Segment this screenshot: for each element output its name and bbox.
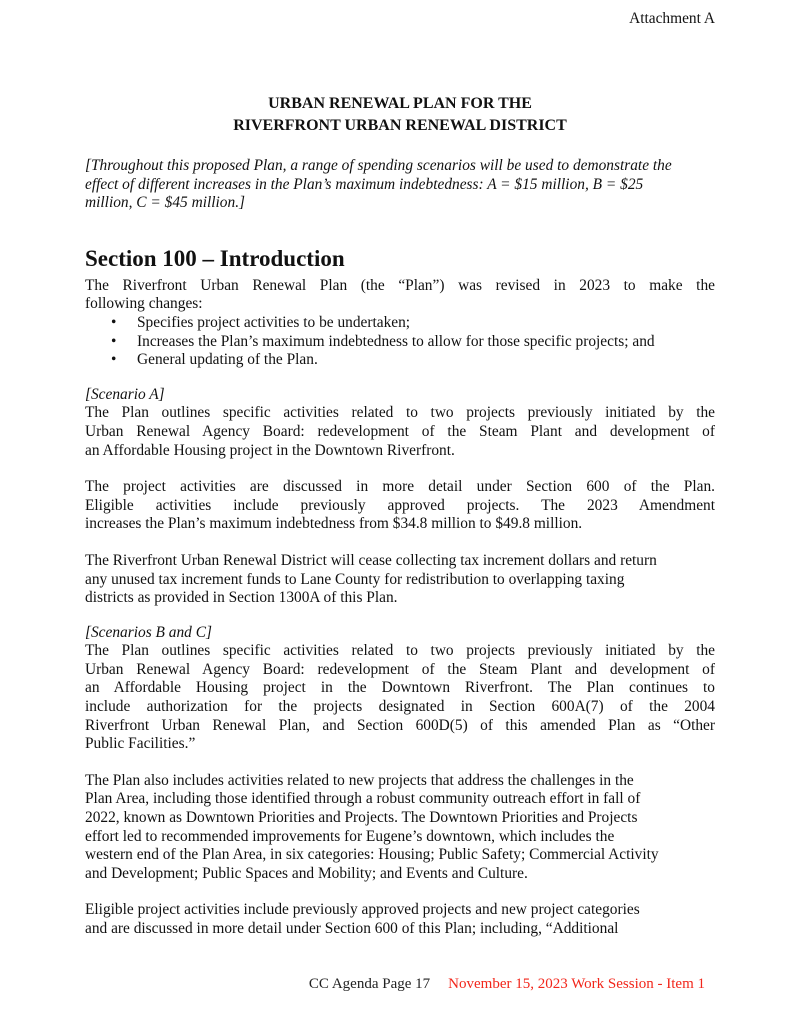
paragraph-line: Plan Area, including those identified through a robust community outreach effort in fall of (85, 790, 641, 808)
paragraph (85, 772, 715, 884)
paragraph (85, 478, 715, 534)
paragraph-line: The Riverfront Urban Renewal Plan (the “Plan”) was revised in 2023 to make the (85, 276, 715, 294)
scenario-note-line: [Throughout this proposed Plan, a range of spending scenarios will be used to demonstrate the (85, 157, 672, 174)
paragraph-line: districts as provided in Section 1300A of this Plan. (85, 589, 398, 607)
paragraph-line: The Plan outlines specific activities related to two projects previously initiated by the (85, 404, 715, 422)
paragraph-line: The Riverfront Urban Renewal District will cease collecting tax increment dollars and return (85, 551, 657, 569)
paragraph-line: an Affordable Housing project in the Downtown Riverfront. (85, 441, 455, 459)
scenario-label: [Scenarios B and C] (85, 623, 212, 641)
paragraph-line: and Development; Public Spaces and Mobility; and Events and Culture. (85, 864, 528, 882)
paragraph-line: Urban Renewal Agency Board: redevelopment of the Steam Plant and development of (85, 660, 715, 678)
paragraph-line: The Plan outlines specific activities related to two projects previously initiated by the (85, 642, 715, 660)
paragraph (85, 404, 715, 460)
paragraph-line: The project activities are discussed in more detail under Section 600 of the Plan. (85, 478, 715, 496)
paragraph (85, 642, 715, 754)
bullet-icon: • (111, 332, 117, 350)
paragraph (85, 901, 715, 938)
scenario-note-line: million, C = $45 million.] (85, 194, 246, 212)
paragraph-line: Riverfront Urban Renewal Plan, and Section 600D(5) of this amended Plan as “Other (85, 716, 715, 734)
paragraph-line: western end of the Plan Area, in six categories: Housing; Public Safety; Commercial Activity (85, 846, 659, 864)
paragraph-line: increases the Plan’s maximum indebtedness from $34.8 million to $49.8 million. (85, 515, 583, 533)
scenario-note (85, 157, 715, 213)
paragraph-line: The Plan also includes activities related to new projects that address the challenges in the (85, 771, 634, 789)
paragraph-line: an Affordable Housing project in the Downtown Riverfront. The Plan continues to (85, 679, 715, 697)
bullet-list (85, 314, 715, 370)
bullet-icon: • (111, 313, 117, 331)
bullet-item-text: Specifies project activities to be undertaken; (137, 313, 411, 331)
scenario-label: [Scenario A] (85, 385, 165, 403)
paragraph-line: any unused tax increment funds to Lane County for redistribution to overlapping taxing (85, 570, 625, 588)
bullet-item-text: Increases the Plan’s maximum indebtedness to allow for those specific projects; and (137, 332, 655, 350)
paragraph-line: include authorization for the projects designated in Section 600A(7) of the 2004 (85, 698, 715, 716)
title-line: RIVERFRONT URBAN RENEWAL DISTRICT (233, 117, 567, 134)
title-line: URBAN RENEWAL PLAN FOR THE (268, 95, 532, 112)
attachment-label: Attachment A (629, 10, 715, 27)
scenario-note-line: effect of different increases in the Plan’s maximum indebtedness: A = $15 million, B = $25 (85, 175, 644, 193)
paragraph (85, 277, 715, 314)
bullet-item (85, 333, 715, 352)
bullet-icon: • (111, 351, 117, 369)
paragraph-line: Public Facilities.” (85, 735, 196, 753)
paragraph (85, 552, 715, 608)
paragraph-line: Urban Renewal Agency Board: redevelopment of the Steam Plant and development of (85, 422, 715, 440)
paragraph-line: Eligible project activities include previously approved projects and new project categories (85, 901, 640, 919)
bullet-item (85, 314, 715, 333)
paragraph-line: 2022, known as Downtown Priorities and Projects. The Downtown Priorities and Projects (85, 809, 638, 827)
paragraph-line: following changes: (85, 295, 203, 313)
paragraph-line: Eligible activities include previously approved projects. The 2023 Amendment (85, 496, 715, 514)
document-body (85, 0, 715, 939)
bullet-item-text: General updating of the Plan. (137, 351, 318, 369)
bullet-item (85, 351, 715, 370)
document-title (85, 93, 715, 137)
section-heading: Section 100 – Introduction (85, 245, 345, 271)
paragraph-line: and are discussed in more detail under Section 600 of this Plan; including, “Additional (85, 920, 619, 937)
work-session-reference: November 15, 2023 Work Session - Item 1 (448, 976, 705, 992)
paragraph-line: effort led to recommended improvements for Eugene’s downtown, which includes the (85, 827, 615, 845)
agenda-page-number: CC Agenda Page 17 (308, 976, 431, 992)
page-footer (309, 975, 705, 993)
